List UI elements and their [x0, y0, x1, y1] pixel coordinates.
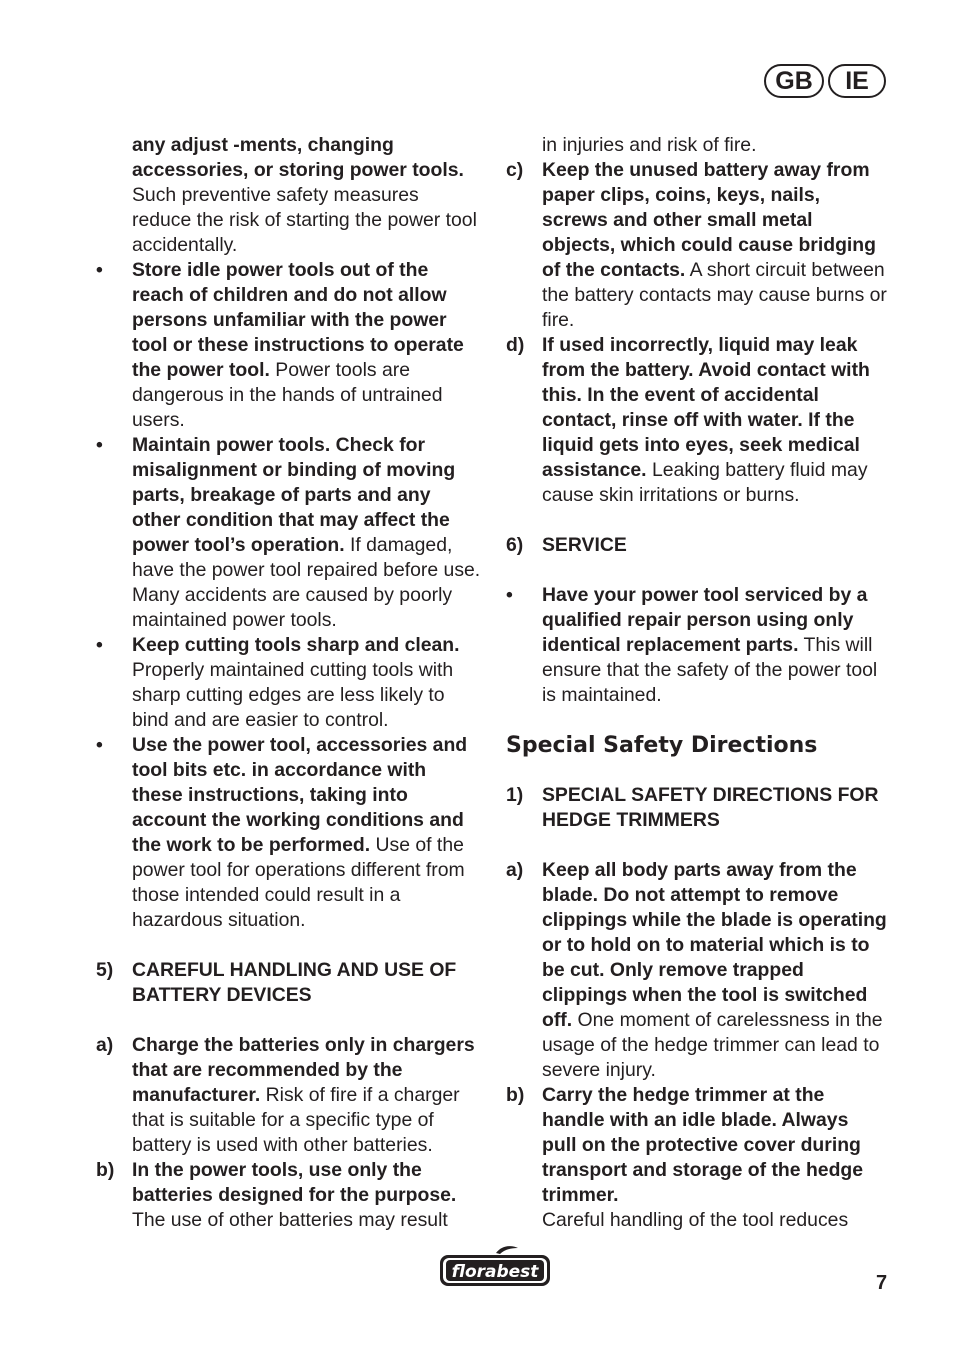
bullet-item: [506, 583, 888, 708]
bullet-marker: •: [506, 584, 513, 606]
right-column: [506, 133, 888, 1233]
florabest-logo: [438, 1244, 552, 1297]
list-marker: d): [506, 334, 525, 356]
list-marker: a): [506, 859, 524, 881]
list-text: The use of other batteries may result: [132, 1209, 448, 1231]
continued-paragraph: [96, 133, 481, 258]
section-heading-5: [96, 958, 481, 1008]
section-number: 1): [506, 784, 524, 806]
language-badge-ie: IE: [828, 64, 886, 98]
bullet-bold: Keep cutting tools sharp and clean.: [132, 634, 460, 656]
list-text: Leaking battery fluid may cause skin irritations or burns.: [542, 459, 868, 506]
bullet-bold: Store idle power tools out of the reach of children and do not allow persons unfamiliar with the power tool or these instructions to operate the power tool.: [132, 259, 464, 381]
bullet-text: Power tools are dangerous in the hands of untrained users.: [132, 359, 443, 431]
list-item: [506, 1083, 888, 1208]
bullet-item: [96, 258, 481, 433]
bullet-item: [96, 433, 481, 633]
list-bold: Carry the hedge trimmer at the handle with an idle blade. Always pull on the protective cover during transport and storage of the hedge trimmer.: [542, 1084, 864, 1206]
bullet-bold: Maintain power tools. Check for misalignment or binding of moving parts, breakage of parts and any other condition that may affect the power tool’s operation.: [132, 434, 456, 556]
bullet-text: Use of the power tool for operations different from those intended could result in a hazardous situation.: [132, 834, 465, 931]
list-marker: a): [96, 1034, 114, 1056]
bullet-marker: •: [96, 434, 103, 456]
list-bold: If used incorrectly, liquid may leak from the battery. Avoid contact with this. In the event of accidental contact, rinse off with water. If the liquid gets into eyes, seek medical assistance.: [542, 334, 870, 481]
section-heading-1: [506, 783, 888, 833]
section-heading-6: [506, 533, 888, 558]
list-item: [96, 1158, 481, 1233]
list-marker: c): [506, 159, 524, 181]
section-title: SERVICE: [542, 534, 627, 556]
bullet-text: If damaged, have the power tool repaired before use. Many accidents are caused by poorly maintained power tools.: [132, 534, 481, 631]
bullet-item: [96, 633, 481, 733]
bullet-text: Properly maintained cutting tools with sharp cutting edges are less likely to bind and are easier to control.: [132, 659, 454, 731]
list-item: [506, 158, 888, 333]
section-heading-special-safety: Special Safety Directions: [506, 733, 818, 758]
bullet-item: [96, 733, 481, 933]
section-number: 6): [506, 534, 524, 556]
list-bold: Charge the batteries only in chargers that are recommended by the manufacturer.: [132, 1034, 475, 1106]
continued-paragraph: in injuries and risk of fire.: [542, 134, 757, 156]
continued-bold: any adjust -ments, changing accessories, or storing power tools.: [132, 134, 464, 181]
section-title: SPECIAL SAFETY DIRECTIONS FOR HEDGE TRIMMERS: [542, 784, 879, 831]
bullet-marker: •: [96, 634, 103, 656]
list-text: One moment of carelessness in the usage of the hedge trimmer can lead to severe injury.: [542, 1009, 883, 1081]
list-text: A short circuit between the battery contacts may cause burns or fire.: [542, 259, 887, 331]
language-badge-gb: GB: [764, 64, 824, 98]
language-badges: [764, 64, 886, 98]
florabest-logo-icon: [438, 1244, 552, 1290]
bullet-text: This will ensure that the safety of the power tool is maintained.: [542, 634, 878, 706]
bullet-bold: Use the power tool, accessories and tool bits etc. in accordance with these instructions, taking into account the working conditions and the work to be performed.: [132, 734, 468, 856]
bullet-bold: Have your power tool serviced by a qualified repair person using only identical replacement parts.: [542, 584, 868, 656]
list-marker: b): [506, 1084, 525, 1106]
trailing-paragraph: Careful handling of the tool reduces: [542, 1209, 849, 1231]
list-text: Risk of fire if a charger that is suitable for a specific type of battery is used with other batteries.: [132, 1084, 460, 1156]
continued-text: Such preventive safety measures reduce the risk of starting the power tool accidentally.: [132, 184, 477, 256]
list-bold: Keep all body parts away from the blade. Do not attempt to remove clippings while the blade is operating or to hold on to material which is to be cut. Only remove trapped clippings when the tool is switched off.: [542, 859, 887, 1031]
section-number: 5): [96, 959, 114, 981]
section-title: CAREFUL HANDLING AND USE OF BATTERY DEVICES: [132, 959, 457, 1006]
logo-wordmark: florabest: [451, 1262, 539, 1282]
bullet-marker: •: [96, 734, 103, 756]
bullet-marker: •: [96, 259, 103, 281]
list-item: [96, 1033, 481, 1158]
list-item: [506, 333, 888, 508]
left-column: [96, 133, 481, 1233]
list-marker: b): [96, 1159, 115, 1181]
list-bold: In the power tools, use only the batteries designed for the purpose.: [132, 1159, 457, 1206]
list-bold: Keep the unused battery away from paper clips, coins, keys, nails, screws and other small metal objects, which could cause bridging of the contacts.: [542, 159, 876, 281]
list-item: [506, 858, 888, 1083]
leaf-mark: [496, 1246, 518, 1254]
page-number: 7: [876, 1272, 888, 1294]
